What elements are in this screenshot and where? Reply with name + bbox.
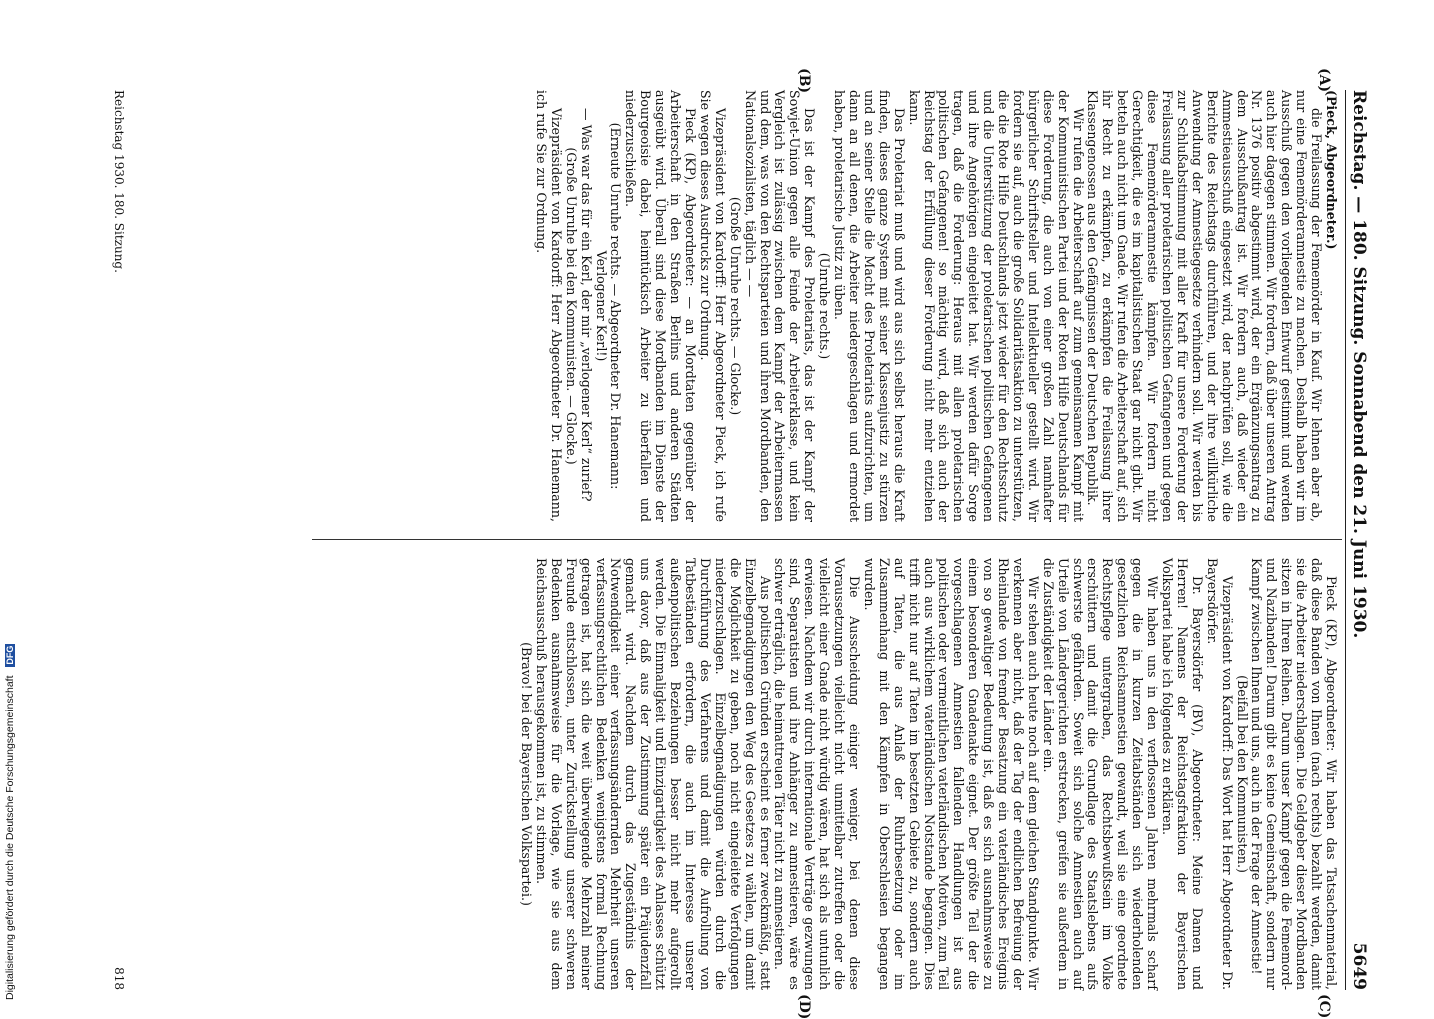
margin-marker-d: (D) (796, 994, 812, 1019)
paragraph: Das Proletariat muß und wird aus sich selbst heraus die Kraft finden, dieses ganze System mit seiner Klassenjustiz zu stürzen und an seiner Stelle die Macht des Proletariats aufzurichten, um dann an all denen, die Arbeiter niedergeschlagen und ermordet haben, proletarische Justiz zu üben. (832, 90, 907, 522)
paragraph: — Was war das für ein Kerl, der mir „verlogener Kerl“ zurief? (578, 108, 594, 502)
interjection-line: (Unruhe rechts.) (817, 252, 833, 360)
paragraph: die Freilassung der Fememörder in Kauf. Wir lehnen aber ab, nur eine Fememörderamnestie zu machen. Deshalb haben wir im Ausschuß gegen den vorliegenden Entwurf gestimmt und werden auch hier dagegen stimmen. Wir fordern, daß über unseren Antrag Nr. 1376 positiv abgestimmt wird, der ein Ergänzungsantrag zu dem Ausschußantrag ist. Wir fordern auch, daß wieder ein Ammestieausschuß eingesetzt wird, der nachprüfen soll, wie die Berichte des Reichstags durchführen, und der ihre willkürliche Anwendung der Amnestiegesetze verhindern soll. Wir werden bis zur Schlußabstimmung mit aller Kraft für unsere Forderung der Freilassung aller proletarischen politischen Gefangenen und gegen diese Fememörderamnestie kämpfen. Wir fordern nicht Gerechtigkeit, die es im kapitalistischen Staat gar nicht gibt. Wir betteln auch nicht um Gnade. Wir rufen die Arbeiterschaft auf, sich ihr Recht zu erkämpfen, zu erkämpfen die Freilassung ihrer Klassengenossen aus den Gefängnissen der Deutschen Republik. (1085, 90, 1325, 522)
speaker-line: (Pieck, Abgeordneter.) (1324, 90, 1339, 250)
column-divider (312, 539, 1342, 540)
rotated-sheet (102, 68, 1372, 1019)
paragraph: Dr. Bayersdörfer (BV), Abgeordneter: Meine Damen und Herren! Namens der Reichstagsfraktion der Bayerischen Volkspartei habe ich folgendes zu erklären. (1160, 558, 1205, 990)
page-number: 5649 (1349, 942, 1369, 990)
header-title: Reichstag. — 180. Sitzung. Sonnabend den 21. Juni 1930. (1349, 90, 1369, 639)
dfg-logo: DFG (5, 645, 15, 665)
interjection-line: (Große Unruhe rechts. — Glocke.) (727, 196, 743, 416)
paragraph: Pieck (KP), Abgeordneter: Wir haben das Tatsachenmaterial, daß diese Banden von Ihnen (nach rechts) bezahlt werden, damit sie die Arbeiter niederschlagen. Die Geldgeber dieser Mordbanden sitzen in Ihren Reihen. Darum unser Kampf gegen die Fememord- und Nazibanden! Darum gibt es keine Gemeinschaft, sondern nur Kampf zwischen Ihnen und uns, auch in der Frage der Amnestie! (1249, 558, 1339, 990)
paragraph: Vizepräsident von Kardorff: Herr Abgeordneter Dr. Hanemann, ich rufe Sie zur Ordnung. (533, 90, 564, 522)
page-footer (112, 90, 126, 990)
footer-number: 818 (112, 967, 126, 990)
paragraph: Vizepräsident von Kardorff: Das Wort hat Herr Abgeordneter Dr. Bayersdörfer. (1204, 558, 1235, 990)
left-column (533, 90, 1338, 522)
right-column (518, 558, 1338, 990)
digitization-text: Digitalisierung gefördert durch die Deutsche Forschungsgemeinschaft (4, 675, 16, 1000)
margin-marker-a: (A) (1316, 68, 1332, 93)
interjection-line: (Beifall bei den Kommunisten.) (1234, 675, 1250, 873)
paragraph: Wir haben uns in den verflossenen Jahren mehrmals scharf gegen die in kurzen Zeitabständen sich wiederholenden gesetzlichen Reichsamnestien gewandt, weil sie eine geordnete Rechtspflege untergraben, das Rechtsbewußtsein im Volke erschüttern und damit die Grundlage des Staatslebens aufs schwerste gefährden. Soweit sich solche Amnestien auch auf Urteile von Ländergerichten erstrecken, greifen sie außerdem in die Zuständigkeit der Länder ein. (1040, 558, 1161, 990)
footer-session: Reichstag 1930. 180. Sitzung. (112, 90, 126, 273)
interjection-line: (Erneute Unruhe rechts. — Abgeordneter Dr. Hanemann: Verlogener Kerl!) (593, 122, 624, 490)
digitization-note (4, 0, 16, 1000)
interjection-line: (Bravo! bei der Bayerischen Volkspartei.) (519, 642, 535, 906)
paragraph: Das ist der Kampf des Proletariats, das ist der Kampf der Sowjet-Union gegen alle Feinde der Arbeiterklasse, und kein Vergleich ist zulässig zwischen dem Kampf der Arbeitermassen und dem, was von den Rechtsparteien und ihren Mordbanden, den Nationalsozialisten, täglich — — (742, 90, 818, 522)
paragraph: Aus politischen Gründen erscheint es ferner zweckmäßig, statt Einzelbegnadigungen den Weg des Gesetzes zu wählen, um damit die Möglichkeit zu geben, noch nicht eingeleitete Verfolgungen niederzuschlagen. Einzelbegnadigungen würden durch die Durchführung des Verfahrens und damit die Aufrollung von Tatbeständen erfordern, die auch im Interesse unserer außenpolitischen Beziehungen besser nicht mehr aufgerollt werden. Die Einmaligkeit und Einzigartigkeit des Anlasses schützt uns davor, daß aus der Zustimmung später ein Präjudenzfall gemacht wird. Nachdem durch das Zugeständnis der Notwendigkeit einer verfassungsändernden Mehrheit unseren verfassungsrechtlichen Bedenken wenigstens formal Rechnung getragen ist, hat sich die weit überwiegende Mehrzahl meiner Freunde entschlossen, unter Zurückstellung unserer schweren Bedenken ausnahmsweise für die Vorlage, wie sie aus dem Reichsausschuß herausgekommen ist, zu stimmen. (533, 558, 773, 990)
paragraph: Vizepräsident von Kardorff: Herr Abgeordneter Pieck, ich rufe Sie wegen dieses Ausdrucks zur Ordnung. (697, 90, 728, 522)
paragraph: Wir stehen auch heute noch auf dem gleichen Standpunkte. Wir verkennen aber nicht, daß der Tag der endlichen Befreiung der Rheinlande von fremder Besatzung ein vaterländisches Ereignis von so gewaltiger Bedeutung ist, daß es sich ausnahmsweise zu einem besonderen Gnadenakte eignet. Der größte Teil der die vorgeschlagenen Amnestien fallenden Handlungen ist aus politischen oder vermeintlichen vaterländischen Motiven, zum Teil auch aus wirklichem vaterländischen Notstande begangen. Dies trifft nicht nur auf Taten im besetzten Gebiete zu, sondern auch auf Taten, die aus Anlaß der Ruhrbesetzung oder im Zusammenhang mit den Kämpfen in Oberschlesien begangen wurden. (861, 558, 1041, 990)
page-header (1345, 90, 1372, 990)
paragraph: Die Ausscheidung einiger weniger, bei denen diese Voraussetzungen vielleicht nicht unmittelbar zutreffen oder die vielleicht einer Gnade nicht würdig wären, hat sich als untunlich erwiesen. Nachdem wir durch internationale Verträge gezwungen sind, Separatisten und ihre Anhänger zu amnestieren, wäre es schwer erträglich, die heimattreuen Täter nicht zu amnestieren. (772, 558, 862, 990)
margin-marker-b: (B) (796, 68, 812, 94)
margin-marker-c: (C) (1316, 994, 1332, 1019)
interjection-line: (Große Unruhe bei den Kommunisten. — Glocke.) (563, 147, 579, 465)
paragraph: Wir rufen die Arbeiterschaft auf zum gemeinsamen Kampf mit der Kommunistischen Partei und der Roten Hilfe Deutschlands für diese Forderung, die auch von einer großen Zahl namhafter bürgerlicher Schriftsteller und Intellektueller gestellt wird. Wir fordern sie auf, auch die große Solidaritätsaktion zu unterstützen, die die Rote Hilfe Deutschlands jetzt wieder für den Rechtsschutz und die Unterstützung der proletarischen politischen Gefangenen und ihre Angehörigen eingeleitet hat. Wir werden dafür Sorge tragen, daß die Forderung: Heraus mit allen proletarischen politischen Gefangenen! so mächtig wird, daß sich auch der Reichstag der Erfüllung dieser Forderung nicht mehr entziehen kann. (906, 90, 1086, 522)
paragraph: Pieck (KP), Abgeordneter: — an Mordtaten gegenüber der Arbeiterschaft in den Straßen Berlins und anderen Städten ausgeübt wird. Überall sind diese Mordbanden im Dienste der Bourgeoisie dabei, heimtückisch Arbeiter zu überfallen und niederzuschießen. (623, 90, 699, 522)
